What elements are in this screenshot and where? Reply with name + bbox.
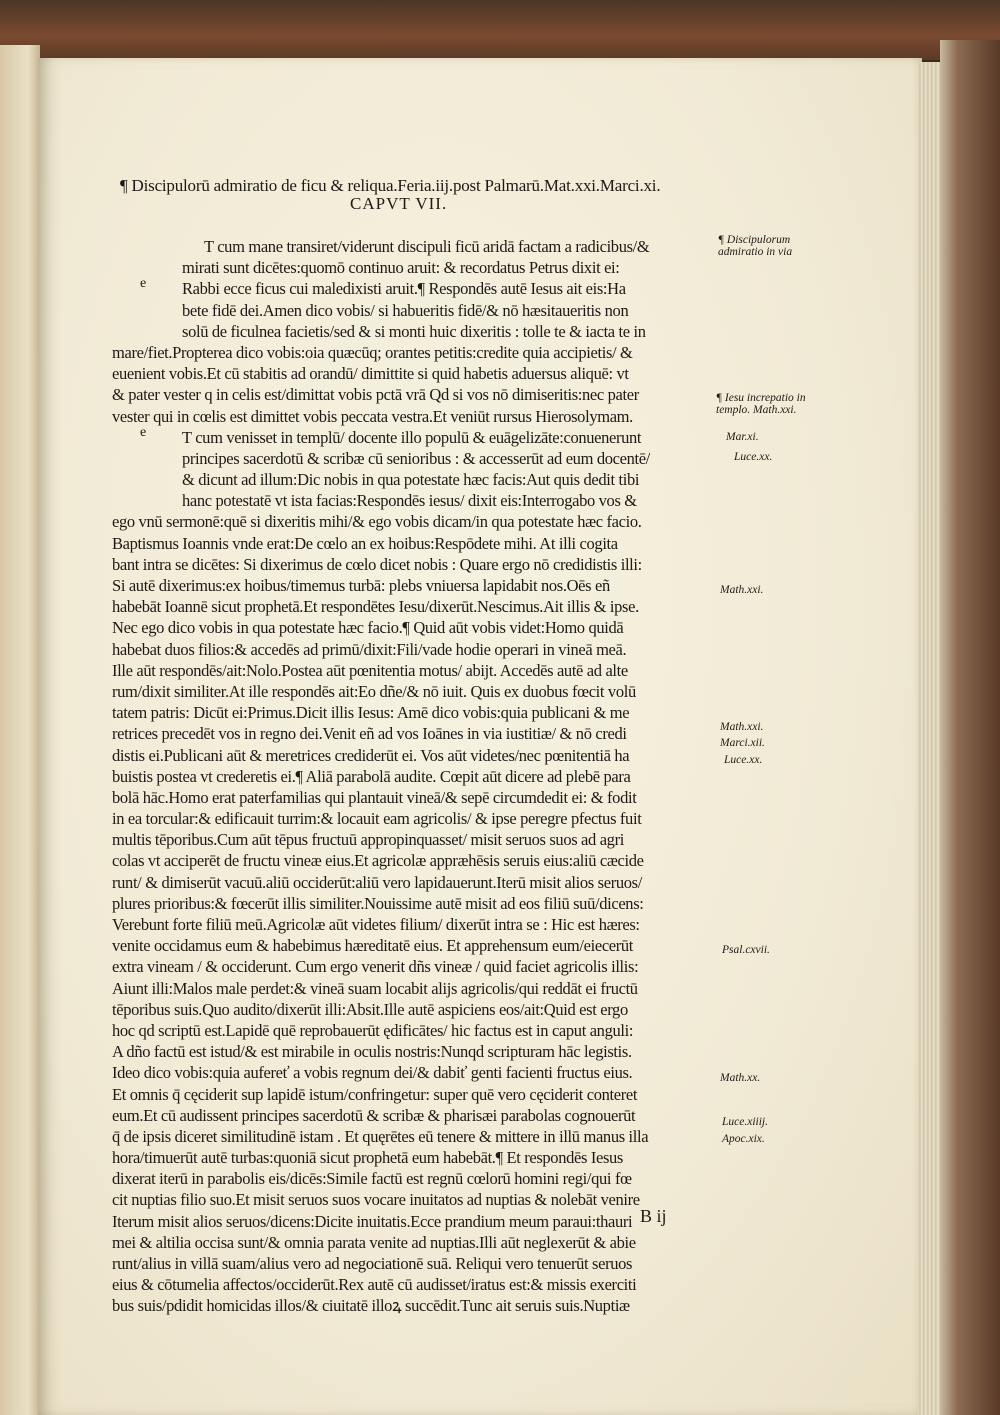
margin-note: Luce.xiiij. — [722, 1116, 768, 1128]
book-cover-top — [0, 0, 1000, 60]
text-line: bus suis/pdidit homicidas illos/& ciuitatē illoꝝ succēdit.Tunc ait seruis suis.Nuptiæ — [112, 1296, 630, 1316]
left-page-edge — [0, 45, 40, 1415]
text-line: Iterum misit alios seruos/dicens:Dicite inuitatis.Ecce prandium meum paraui:thauri — [112, 1211, 633, 1231]
margin-note: Luce.xx. — [724, 754, 763, 766]
text-line: venite occidamus eum & habebimus hæreditatē eius. Et apprehensum eum/eiecerūt — [112, 936, 634, 956]
text-line: T cum mane transiret/viderunt discipuli ficū aridā factam a radicibus/& — [204, 237, 650, 256]
text-line: plures prioribus:& fœcerūt illis similiter.Nouissime autē misit ad eos filiū suū/dicens: — [112, 893, 644, 913]
text-line: Ille aūt respondēs/ait:Nolo.Postea aūt pœnitentia motus/ abijt. Accedēs autē ad alte — [112, 660, 628, 680]
text-line: & pater vester q in celis est/dimittat vobis pctā vrā Qd si vos nō dimiseritis:nec pater — [112, 385, 639, 405]
text-line: runt/ & dimiserūt vacuū.aliū occiderūt:aliū vero lapidauerunt.Iterū misit alios seruos/ — [112, 872, 642, 892]
margin-mark: e — [140, 425, 147, 440]
margin-note: Psal.cxvii. — [722, 944, 770, 956]
text-line: dixerat iterū in parabolis eis/dicēs:Simile factū est regnū cœlorū homini regi/qui fœ — [112, 1169, 632, 1189]
text-line: hoc qd scriptū est.Lapidē quē reprobauerūt ędificātes/ hic factus est in caput anguli: — [112, 1020, 634, 1040]
margin-mark: e — [140, 276, 147, 291]
text-line: & dicunt ad illum:Dic nobis in qua potestate hæc facis:Aut quis dedit tibi — [182, 470, 640, 490]
text-line: Rabbi ecce ficus cui maledixisti aruit.¶ Respondēs autē Iesus ait eis:Ha — [182, 279, 626, 299]
text-line: tēporibus suis.Quo audito/dixerūt illi:Absit.Ille autē aspiciens eos/ait:Quid est ergo — [112, 999, 628, 1019]
text-line: Si autē dixerimus:ex hoibus/timemus turbā: plebs vniuersa lapidabit nos.Oēs eñ — [112, 576, 610, 595]
text-line: tatem patris: Dicūt ei:Primus.Dicit illis Iesus: Amē dico vobis:quia publicani & me — [112, 703, 630, 723]
text-line: Et omnis q̄ cęciderit sup lapidē istum/confringetur: super quē vero cęciderit conteret — [112, 1084, 638, 1104]
text-line: hora/timuerūt autē turbas:quoniā sicut prophetā eum habebāt.¶ Et respondēs Iesus — [112, 1148, 623, 1168]
text-line: Nec ego dico vobis in qua potestate hæc facio.¶ Quid aūt vobis videt:Homo quidā — [112, 618, 624, 638]
text-line: Aiunt illi:Malos male perdet:& vineā suam locabit alijs agricolis/qui reddāt ei fructū — [112, 978, 638, 998]
text-line: hanc potestatē vt ista facias:Respondēs iesus/ dixit eis:Interrogabo vos & — [182, 491, 637, 511]
text-line: bolā hāc.Homo erat paterfamilias qui plantauit vineā/& sepē circumdedit ei: & fodit — [112, 787, 637, 807]
text-line: eum.Et cū audissent principes sacerdotū & scribæ & pharisæi parabolas cognouerūt — [112, 1105, 636, 1125]
margin-note: ¶ Iesu increpatio in templo. Math.xxi. — [716, 392, 806, 416]
margin-note: Math.xx. — [720, 1072, 761, 1084]
text-line: runt/alius in villā suam/alius vero ad negociationē suā. Reliqui vero tenuerūt seruos — [112, 1254, 633, 1273]
text-line: rum/dixit similiter.At ille respondēs ait:Eo dñe/& nō iuit. Quis ex duobus fœcit volū — [112, 681, 636, 701]
text-line: multis tēporibus.Cum aūt tēpus fructuū appropinquasset/ misit seruos suos ad agri — [112, 830, 624, 850]
text-line: habebat duos filios:& accedēs ad primū/dixit:Fili/vade hodie operari in vineā meā. — [112, 639, 627, 659]
margin-note: Math.xxi. — [720, 584, 764, 596]
text-line: buistis postea vt crederetis ei.¶ Aliā parabolā audite. Cœpit aūt dicere ad plebē para — [112, 766, 631, 786]
text-line: in ea torcular:& edificauit turrim:& locauit eam agricolis/ & ipse peregre pfectus fuit — [112, 809, 642, 829]
margin-note: Apoc.xix. — [722, 1133, 765, 1145]
text-line: extra vineam / & occiderunt. Cum ergo venerit dñs vineæ / quid faciet agricolis illis: — [112, 957, 639, 977]
text-line: A dño factū est istud/& est mirabile in oculis nostris:Nunqd scripturam hāc legistis. — [112, 1042, 632, 1062]
margin-note: ¶ Discipulorum admiratio in via — [718, 234, 793, 258]
text-line: mirati sunt dicētes:quomō continuo aruit: & recordatus Petrus dixit ei: — [182, 258, 620, 278]
margin-note: Math.xxi. — [720, 721, 764, 733]
text-line: bete fidē dei.Amen dico vobis/ si habueritis fidē/& nō hæsitaueritis non — [182, 300, 629, 320]
signature-mark: B ij — [640, 1206, 667, 1226]
text-line: mei & altilia occisa sunt/& omnia parata venite ad nuptias.Illi aūt neglexerūt & abie — [112, 1232, 636, 1252]
text-line: principes sacerdotū & scribæ cū senioribus : & accesserūt ad eum docentē/ — [182, 448, 650, 468]
text-line: mare/fiet.Propterea dico vobis:oia quæcūq; orantes petitis:credite quia accipietis/ & — [112, 342, 633, 362]
chapter-header: ¶ Discipulorū admiratio de ficu & reliqua.Feria.iij.post Palmarū.Mat.xxi.Marci.xi. — [120, 176, 661, 195]
text-line: q̄ de ipsis diceret similitudinē istam . Et quęrētes eū tenere & mittere in illū manus illa — [112, 1126, 649, 1146]
margin-note: Marci.xii. — [720, 737, 765, 749]
text-line: euenient vobis.Et cū stabitis ad orandū/ dimittite si quid habetis aduersus aliquē: vt — [112, 364, 629, 384]
text-line: eius & cōtumelia affectos/occiderūt.Rex autē cū audisset/iratus est:& missis exerciti — [112, 1275, 637, 1295]
text-line: cit nuptias filio suo.Et misit seruos suos vocare inuitatos ad nuptias & nolebāt venire — [112, 1190, 640, 1210]
text-line: habebāt Ioannē sicut prophetā.Et respondētes Iesu/dixerūt.Nescimus.Ait illis & ipse. — [112, 597, 639, 617]
text-line: colas vt acciperēt de fructu vineæ eius.Et agricolæ appræhēsis seruis eius:aliū cæcide — [112, 851, 644, 871]
body-text — [112, 236, 722, 1317]
text-line: bant intra se dicētes: Si dixerimus de cœlo dicet nobis : Quare ergo nō credidistis illi: — [112, 554, 642, 574]
text-line: Baptismus Ioannis vnde erat:De cœlo an ex hoibus:Respōdete mihi. At illi cogita — [112, 533, 618, 553]
chapter-title: CAPVT VII. — [350, 194, 448, 213]
text-line: Ideo dico vobis:quia aufereť a vobis regnum dei/& dabiť genti facienti fructus eius. — [112, 1063, 633, 1083]
text-line: ego vnū sermonē:quē si dixeritis mihi/& ego vobis dicam/in qua potestate hæc facio. — [112, 512, 642, 532]
margin-note: Luce.xx. — [734, 451, 773, 463]
text-line: vester qui in cœlis est dimittet vobis peccata vestra.Et veniūt rursus Hierosolymam. — [112, 406, 633, 426]
text-line: distis ei.Publicani aūt & meretrices crediderūt ei. Vos aūt videtes/nec pœnitentiā ha — [112, 745, 630, 765]
text-line: T cum venisset in templū/ docente illo populū & euāgelizāte:conuenerunt — [182, 427, 642, 447]
book-cover-right — [940, 40, 1000, 1415]
text-line: Verebunt forte filiū meū.Agricolæ aūt videtes filium/ dixerūt intra se : Hic est hæres: — [112, 915, 640, 934]
margin-note: Mar.xi. — [726, 431, 759, 443]
text-line: solū de ficulnea facietis/sed & si monti huic dixeritis : tolle te & iacta te in — [182, 321, 646, 341]
text-line: retrices precedēt vos in regno dei.Venit eñ ad vos Ioānes in via iustitiæ/ & nō credi — [112, 724, 627, 744]
